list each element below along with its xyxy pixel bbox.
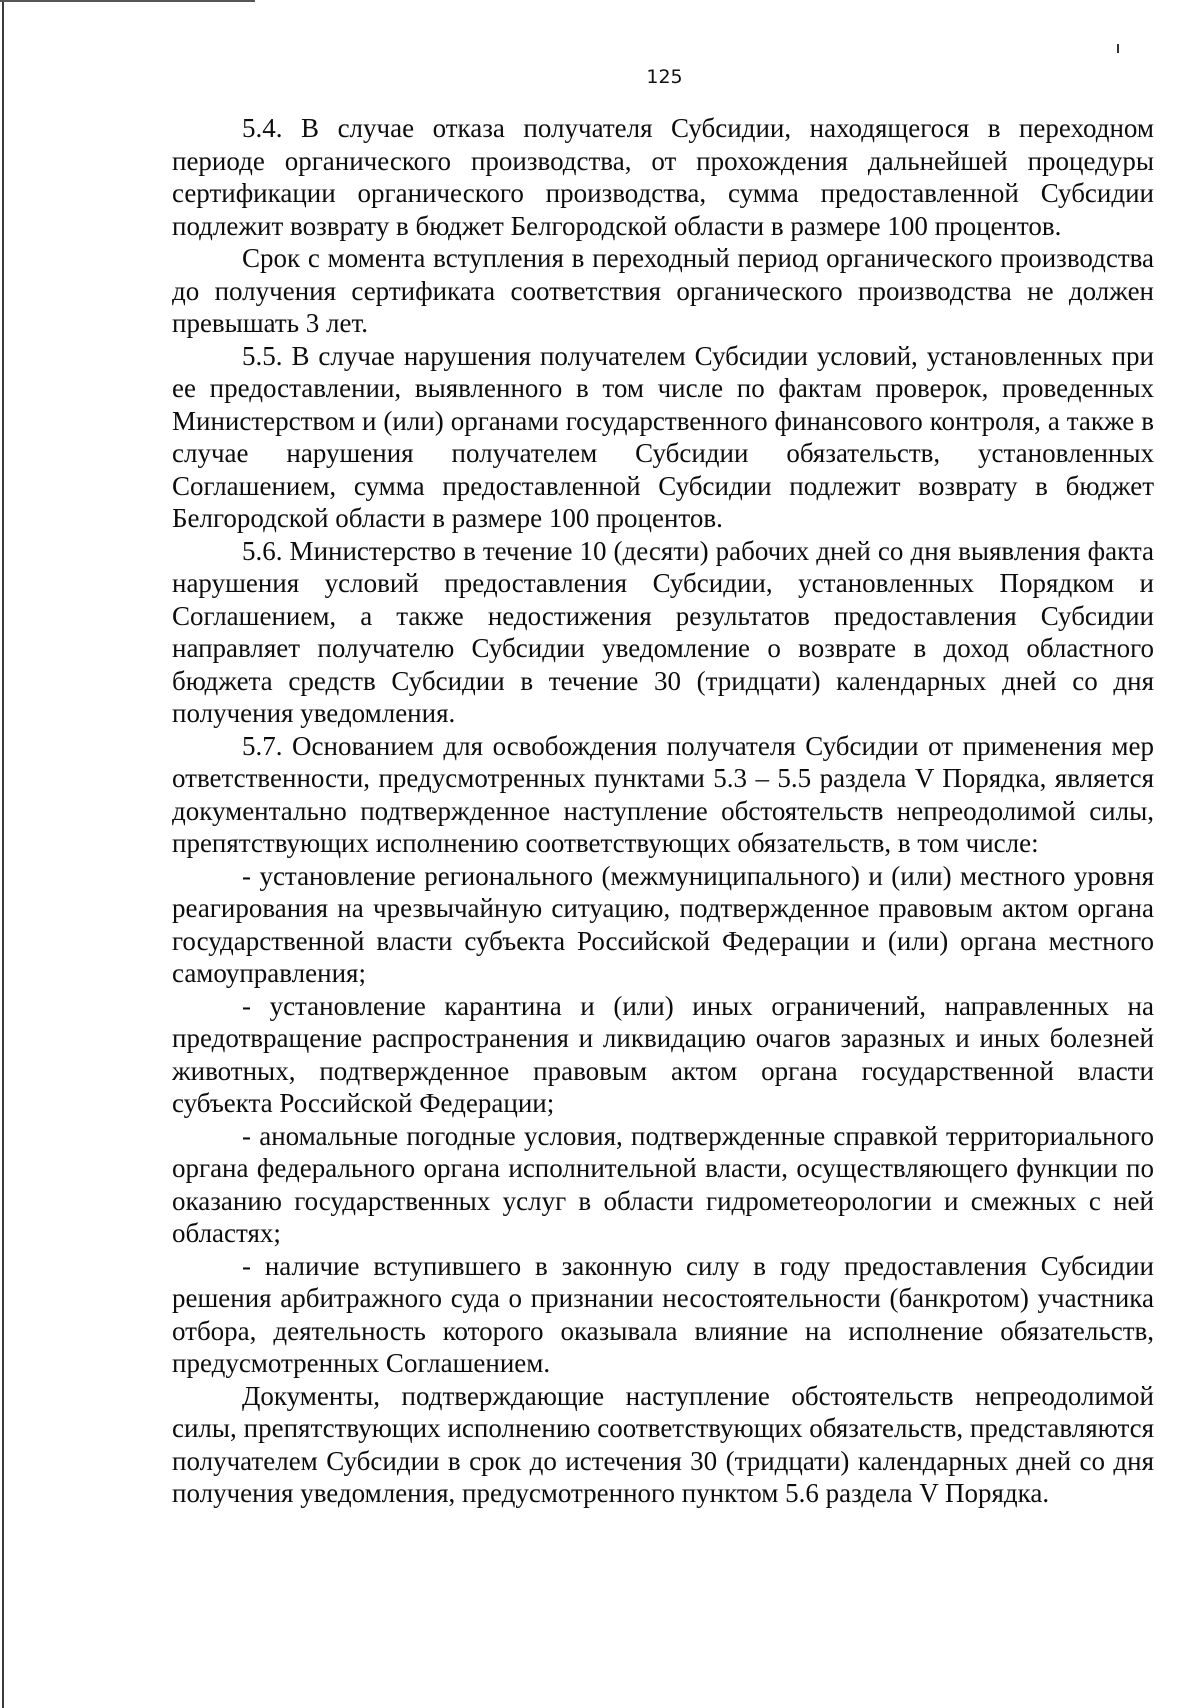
list-item-emergency: - установление регионального (межмуниципального) и (или) местного уровня реагирования на чрезвычайную ситуацию, подтвержденное правовым актом органа государственной власти субъекта Российской Федерации и (или) органа местного самоуправления;: [172, 860, 1154, 988]
paragraph-term: Срок с момента вступления в переходный период органического производства до получения сертификата соответствия органического производства не должен превышать 3 лет.: [172, 243, 1154, 338]
scan-mark: [1117, 44, 1119, 53]
scan-edge-top: [0, 0, 255, 2]
paragraph-5-4: 5.4. В случае отказа получателя Субсидии, находящегося в переходном периоде органического производства, от прохождения дальнейшей процедуры сертификации органического производства, сумма предоставленной Субсидии подлежит возврату в бюджет Белгородской области в размере 100 процентов.: [172, 113, 1154, 241]
paragraph-documents: Документы, подтверждающие наступление обстоятельств непреодолимой силы, препятствующих исполнению соответствующих обязательств, представляются получателем Субсидии в срок до истечения 30 (тридцати) календарных дней со дня получения уведомления, предусмотренного пунктом 5.6 раздела V Порядка.: [172, 1380, 1154, 1508]
paragraph-5-6: 5.6. Министерство в течение 10 (десяти) рабочих дней со дня выявления факта нарушения условий предоставления Субсидии, установленных Порядком и Соглашением, а также недостижения результатов предоставления Субсидии направляет получателю Субсидии уведомление о возврате в доход областного бюджета средств Субсидии в течение 30 (тридцати) календарных дней со дня получения уведомления.: [172, 535, 1154, 728]
list-item-quarantine: - установление карантина и (или) иных ограничений, направленных на предотвращение распространения и ликвидацию очагов заразных и иных болезней животных, подтвержденное правовым актом органа государственной власти субъекта Российской Федерации;: [172, 990, 1154, 1118]
list-item-bankruptcy: - наличие вступившего в законную силу в году предоставления Субсидии решения арбитражного суда о признании несостоятельности (банкротом) участника отбора, деятельность которого оказывала влияние на исполнение обязательств, предусмотренных Соглашением.: [172, 1250, 1154, 1378]
paragraph-5-5: 5.5. В случае нарушения получателем Субсидии условий, установленных при ее предоставлении, выявленного в том числе по фактам проверок, проведенных Министерством и (или) органами государственного финансового контроля, а также в случае нарушения получателем Субсидии обязательств, установленных Соглашением, сумма предоставленной Субсидии подлежит возврату в бюджет Белгородской области в размере 100 процентов.: [172, 340, 1154, 533]
page-number: 125: [646, 66, 683, 88]
paragraph-5-7: 5.7. Основанием для освобождения получателя Субсидии от применения мер ответственности, предусмотренных пунктами 5.3 – 5.5 раздела V Порядка, является документально подтвержденное наступление обстоятельств непреодолимой силы, препятствующих исполнению соответствующих обязательств, в том числе:: [172, 730, 1154, 858]
scan-edge-left: [2, 0, 4, 1708]
document-body: [172, 112, 1154, 1510]
list-item-weather: - аномальные погодные условия, подтвержденные справкой территориального органа федерального органа исполнительной власти, осуществляющего функции по оказанию государственных услуг в области гидрометеорологии и смежных с ней областях;: [172, 1120, 1154, 1248]
